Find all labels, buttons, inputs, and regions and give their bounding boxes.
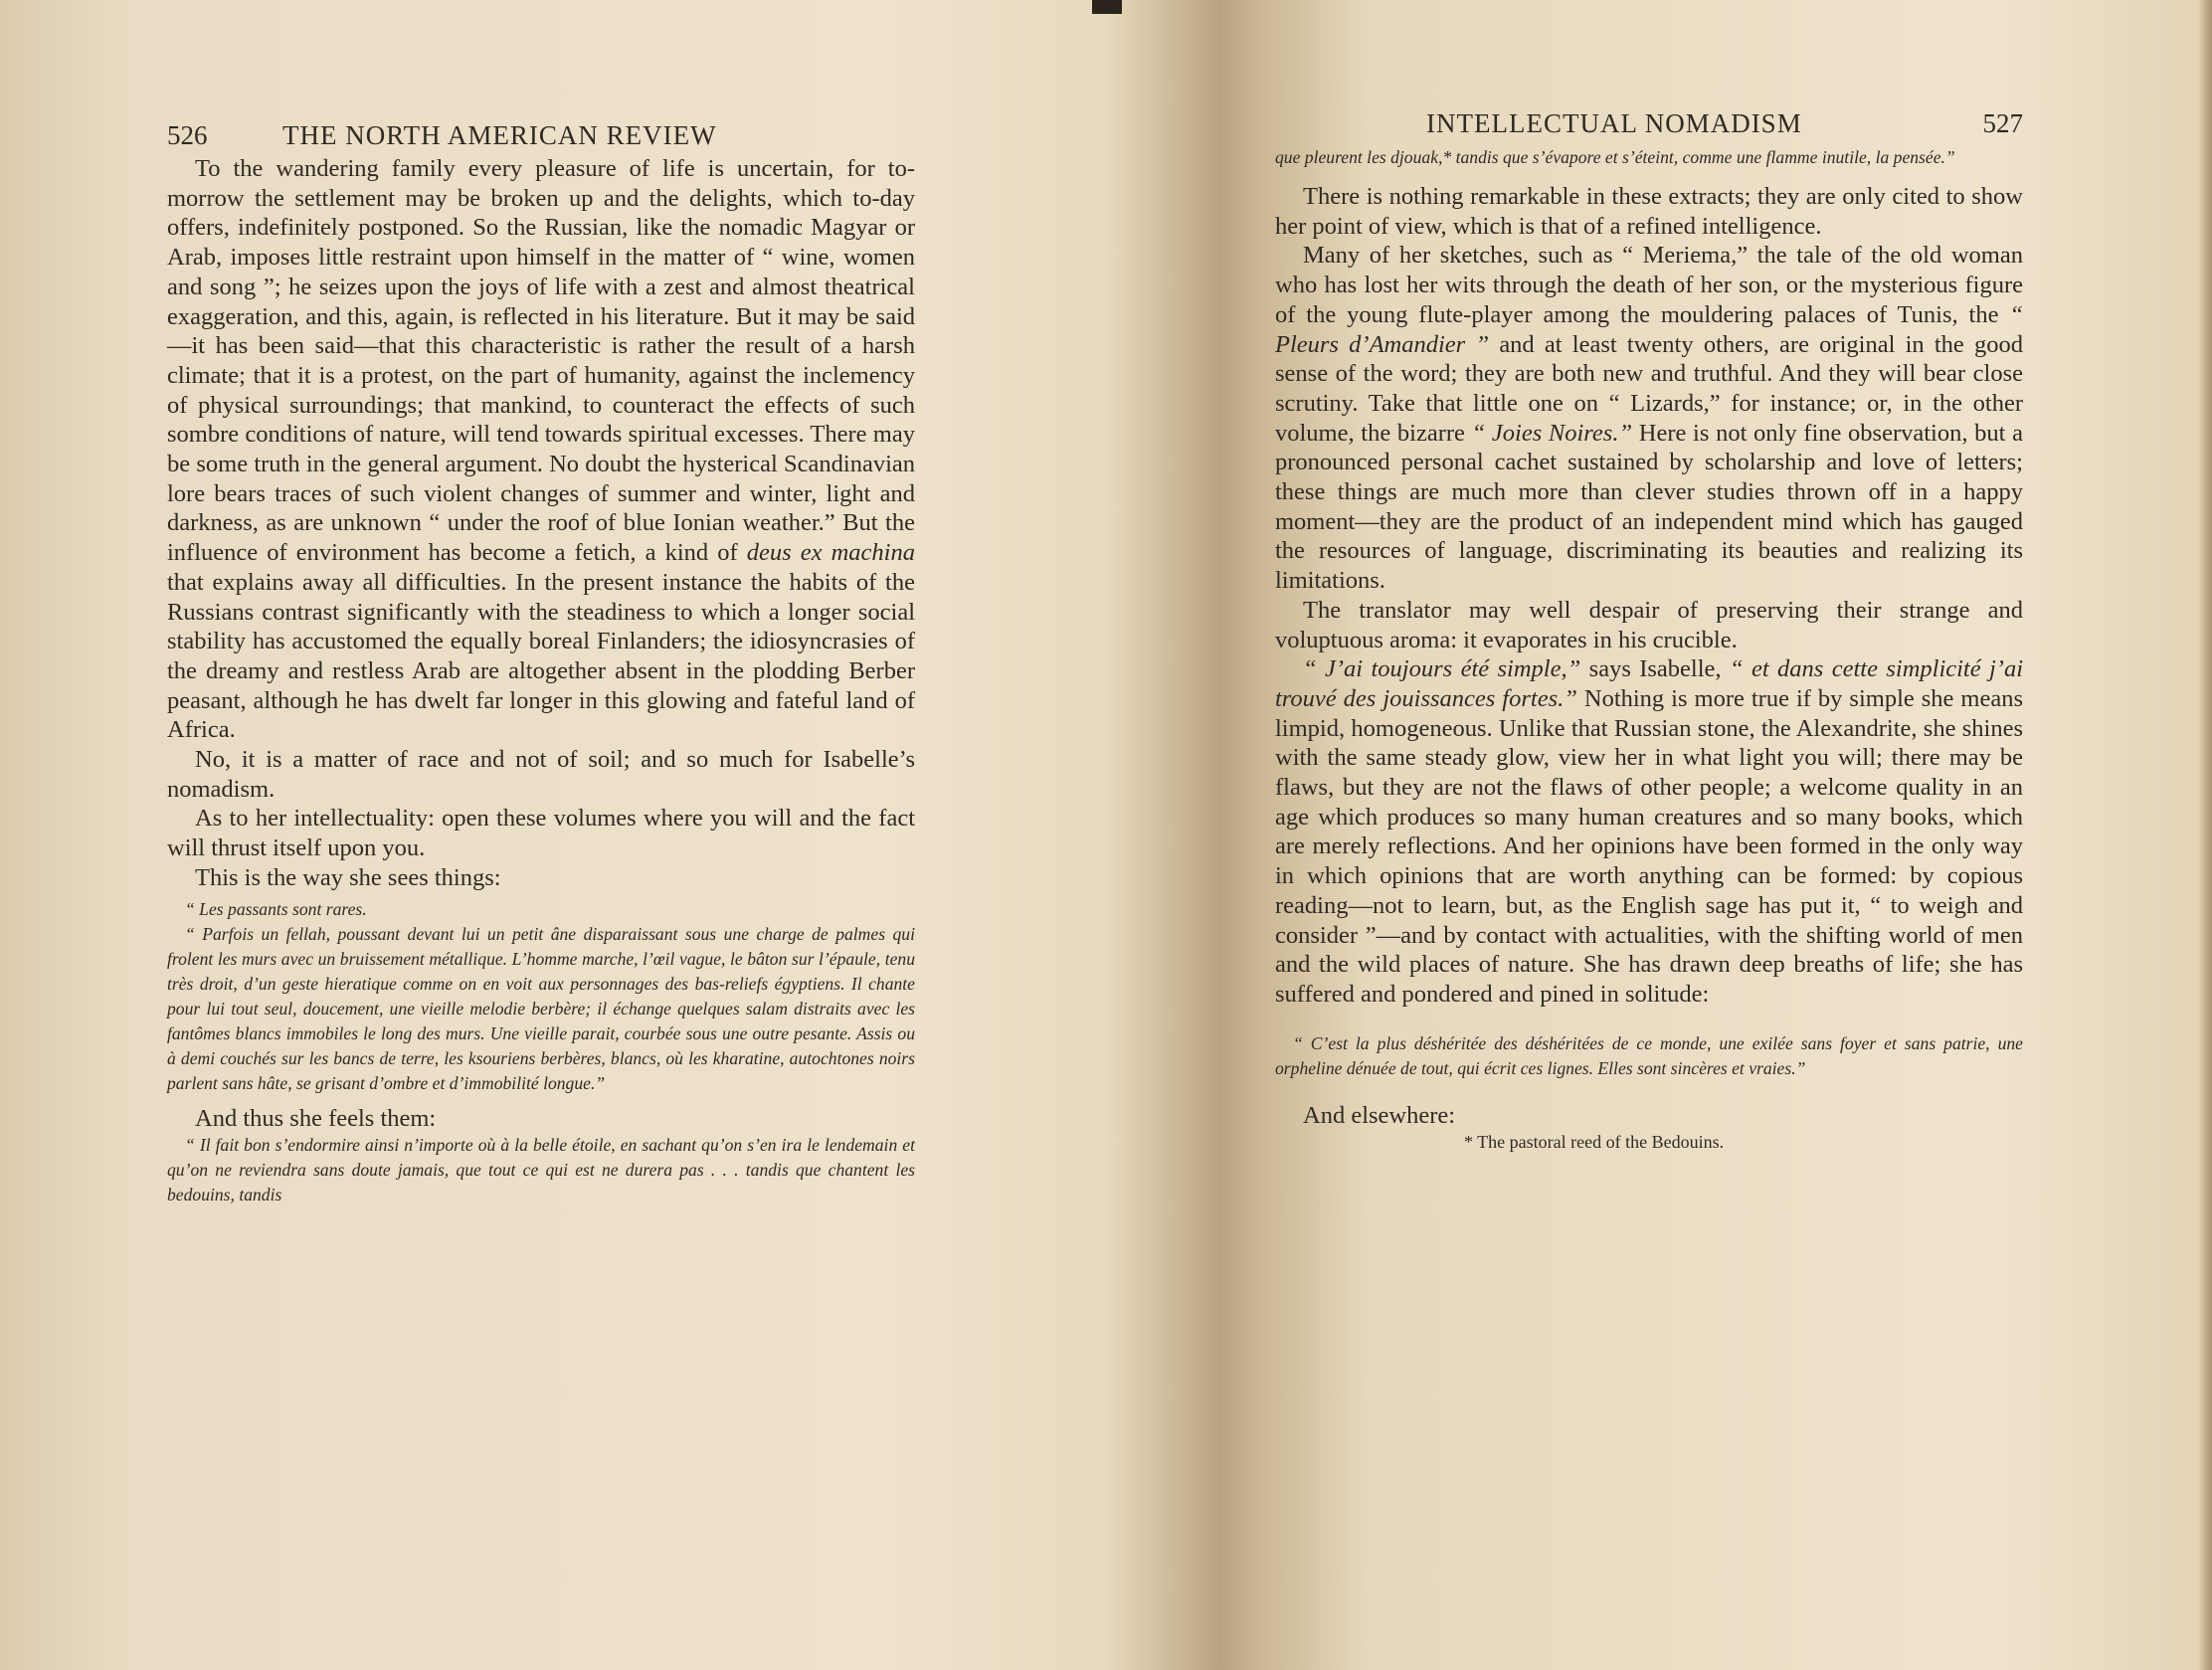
left-page-body (167, 154, 915, 1207)
binding-gutter (1092, 0, 1122, 14)
running-head: THE NORTH AMERICAN REVIEW (282, 120, 717, 150)
paragraph-text: that explains away all difficulties. In the present instance the habits of the Russians contrast significantly with the steadiness to which a longer social stability has accustomed the equally boreal Finlanders; the idiosyncrasies of the dreamy and restless Arab are altogether absent in the plodding Berber peasant, although he has dwelt far longer in this glowing and fateful land of Africa. (167, 568, 915, 744)
right-page-body (1275, 145, 2023, 1154)
running-head: INTELLECTUAL NOMADISM (1426, 108, 1802, 138)
paragraph: This is the way she sees things: (195, 863, 501, 891)
italic-title: “ Joies Noires.” (1471, 419, 1633, 447)
paragraph: As to her intellectuality: open these volumes where you will and the fact will thrust itself upon you. (167, 805, 915, 862)
paragraph-text: To the wandering family every pleasure of life is uncertain, for to-morrow the settlement may be broken up and the delights, which to-day offers, indefinitely postponed. So the Russian, like the nomadic Magyar or Arab, imposes little restraint upon himself in the matter of “ wine, women and song ”; he seizes upon the joys of life with a zest and almost theatrical exaggeration, and this, again, is reflected in his literature. But it may be said—it has been said—that this characteristic is rather the result of a harsh climate; that it is a protest, on the part of humanity, against the inclemency of physical surroundings; that mankind, to counteract the effects of such sombre conditions of nature, will tend towards spiritual excesses. There may be some truth in the general argument. No doubt the hysterical Scandinavian lore bears traces of such violent changes of summer and winter, light and darkness, as are unknown “ under the roof of blue Ionian weather.” But the influence of environment has become a fetich, a kind of (167, 155, 915, 567)
paragraph-text: Here is not only fine observation, but a pronounced personal cachet sustained by scholarship and love of letters; these things are much more than clever studies thrown off in a happy moment—they are the product of an independent mind which has gauged the resources of language, discriminating its beauties and realizing its limitations. (1275, 419, 2024, 595)
block-quote: “ Il fait bon s’endormire ainsi n’importe où à la belle étoile, en sachant qu’on s’en ira le lendemain et qu’on ne reviendra sans doute jamais, que tout ce qui est ne durera pas . . . tandis que chantent les bedouins, tandis (167, 1135, 915, 1206)
paragraph: And elsewhere: (1303, 1101, 1456, 1129)
paragraph-text: and at least twenty others, are original in the good sense of the word; they are both new and truthful. And they will bear close scrutiny. Take that little one on “ Lizards,” for instance; or, in the other volume, the bizarre (1275, 330, 2024, 447)
italic-title: “ Pleurs d’Amandier ” (1275, 300, 2024, 358)
paragraph: No, it is a matter of race and not of soil; and so much for Isabelle’s nomadism. (167, 746, 915, 803)
paragraph (1275, 241, 2023, 595)
block-quote: “ Parfois un fellah, poussant devant lui un petit âne disparaissant sous une charge de palmes qui frolent les murs avec un bruissement métallique. L’homme marche, l’œil vague, le bâton sur l’épaule, tenu très droit, d’un geste hieratique comme on en voit aux personnages des bas-reliefs égyptiens. Il chante pour lui tout seul, doucement, une vieille melodie berbère; il échange quelques salam distraits avec les fantômes blancs immobiles le long des murs. Une vieille parait, courbée sous une outre pesante. Assis ou à demi couchés sur les bancs de terre, les ksouriens berbères, blancs, où les kharatine, autochtones noirs parlent sans hâte, se grisant d’ombre et d’immobilité longue.” (167, 923, 915, 1093)
italic-phrase: deus ex machina (746, 539, 915, 567)
page-number: 526 (167, 120, 208, 150)
footnote: * The pastoral reed of the Bedouins. (1464, 1132, 1725, 1153)
left-page (167, 115, 915, 1207)
paragraph-text: Many of her sketches, such as “ Meriema,” the tale of the old woman who has lost her wits through the death of her son, or the mysterious figure of the young flute-player among the mouldering palaces of Tunis, the (1275, 242, 2023, 328)
italic-quote: “ J’ai toujours été simple,” (1303, 655, 1581, 683)
italic-quote: “ et dans cette simplicité j’ai trouvé des jouissances fortes.” (1275, 655, 2024, 712)
paragraph: The translator may well despair of preserving their strange and voluptuous aroma: it evaporates in his crucible. (1275, 596, 2023, 653)
paragraph-text: Nothing is more true if by simple she means limpid, homogeneous. Unlike that Russian stone, the Alexandrite, she shines with the same steady glow, view her in what light you will; there may be flaws, but they are not the flaws of other people; a welcome quality in an age which produces so many human creatures and so many books, which are merely reflections. And her opinions have been formed in the only way in which opinions that are worth anything can be formed: by copious reading—not to learn, but, as the English sage has put it, “ to weigh and consider ”—and by contact with actualities, with the shifting world of men and the wild places of nature. She has drawn deep breaths of life; she has suffered and pondered and pined in solitude: (1275, 684, 2023, 1008)
right-page-header (1275, 103, 2023, 143)
paragraph (167, 154, 915, 745)
right-page (1275, 103, 2023, 1154)
paragraph (1275, 654, 2023, 1009)
paragraph: And thus she feels them: (195, 1104, 437, 1132)
block-quote: “ Les passants sont rares. (185, 898, 367, 919)
paragraph-text: says Isabelle, (1588, 655, 1722, 683)
paragraph: There is nothing remarkable in these extracts; they are only cited to show her point of view, which is that of a refined intelligence. (1275, 183, 2023, 240)
block-quote: que pleurent les djouak,* tandis que s’évapore et s’éteint, comme une flamme inutile, la pensée.” (1275, 147, 1955, 167)
page-edge-shadow (2198, 0, 2212, 1670)
left-page-header (167, 115, 915, 155)
block-quote: “ C’est la plus déshéritée des déshéritées de ce monde, une exilée sans foyer et sans patrie, une orpheline dénuée de tout, qui écrit ces lignes. Elles sont sincères et vraies.” (1275, 1032, 2023, 1078)
page-number: 527 (1982, 108, 2023, 138)
